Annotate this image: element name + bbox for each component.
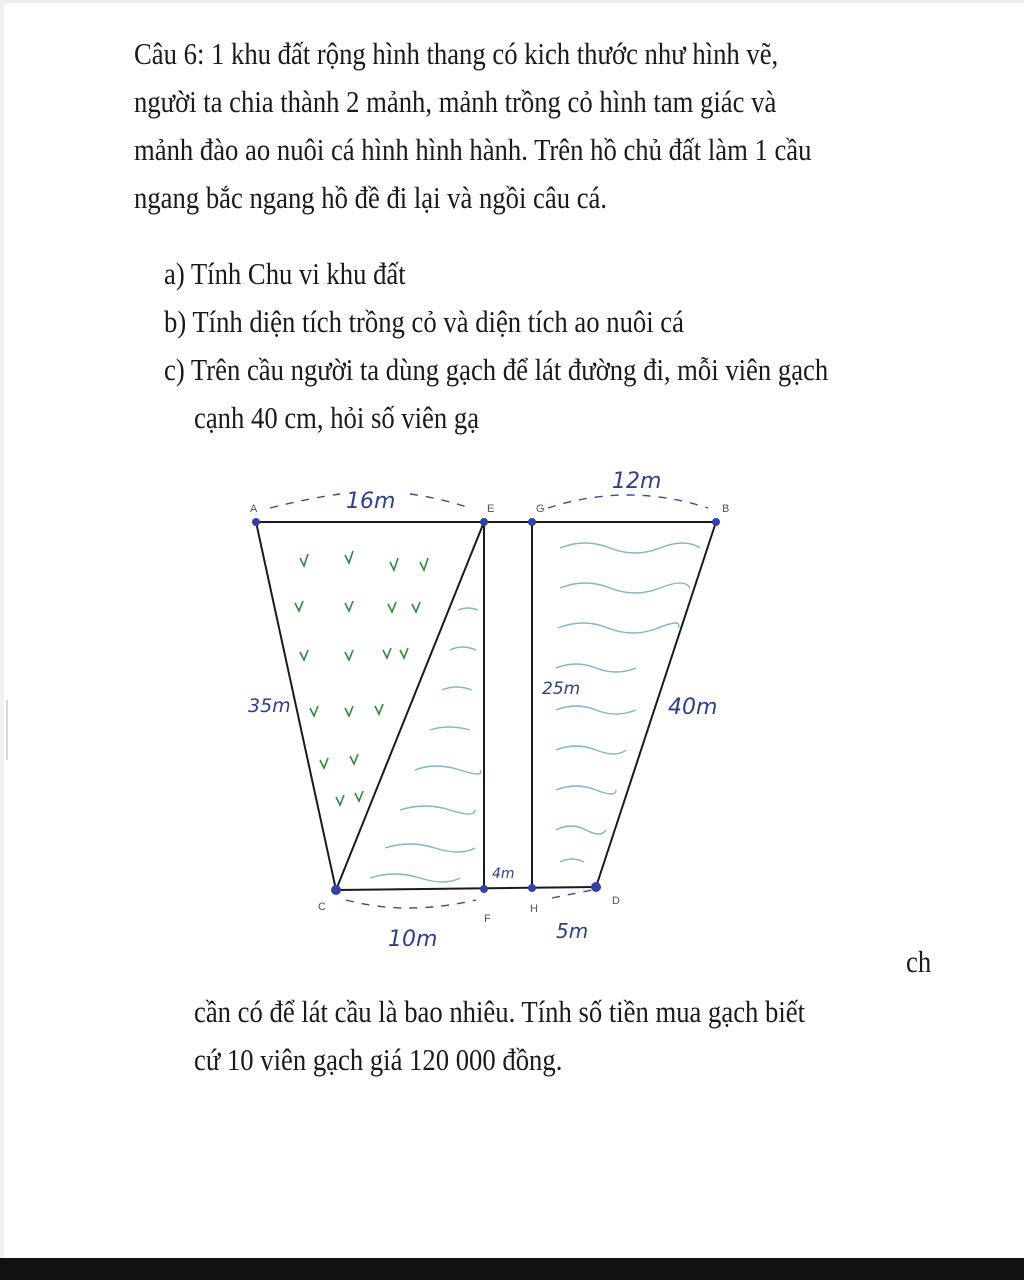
trapezoid-diagram [230,455,790,955]
point-label-f: F [484,913,491,925]
point-label-d: D [612,895,620,907]
dimension-dashes [270,494,708,908]
point-label-c: C [318,901,326,913]
figure-outline [256,522,716,890]
measure-gb: 12m [612,469,662,494]
measure-fh: 4m [492,866,515,882]
point-markers [252,518,720,895]
left-edge-line [0,0,4,1258]
left-edge-mark [6,700,8,760]
measure-ae: 16m [346,489,396,514]
question-b: b) Tính diện tích trồng cỏ và diện tích ao nuôi cá [164,304,684,339]
question-a: a) Tính Chu vi khu đất [164,256,406,291]
text-fragment-ch: ch [906,944,932,979]
top-edge-line [0,0,1024,3]
continuation-line-1: cần có để lát cầu là bao nhiêu. Tính số tiền mua gạch biết [194,994,806,1029]
measure-cf: 10m [388,927,438,952]
measure-hd: 5m [556,919,589,943]
measure-ac: 35m [248,695,291,717]
point-label-h: H [530,903,538,915]
question-c-line-1: c) Trên cầu người ta dùng gạch để lát đường đi, mỗi viên gạch [164,352,829,387]
measure-gh: 25m [542,679,581,699]
continuation-line-2: cứ 10 viên gạch giá 120 000 đồng. [194,1042,563,1077]
question-c-line-2: cạnh 40 cm, hỏi số viên gạ [194,400,480,435]
problem-stem-line-1: Câu 6: 1 khu đất rộng hình thang có kich thước như hình vẽ, [134,36,779,71]
measure-bd: 40m [668,695,718,720]
bottom-bar [0,1258,1024,1280]
problem-stem-line-2: người ta chia thành 2 mảnh, mảnh trồng cỏ hình tam giác và [134,84,777,119]
point-label-e: E [487,503,495,515]
point-label-a: A [250,503,258,515]
water-waves [370,543,700,882]
grass-marks [295,551,428,805]
point-label-g: G [536,503,545,515]
problem-stem-line-4: ngang bắc ngang hồ đề đi lại và ngồi câu cá. [134,180,608,215]
point-label-b: B [722,503,730,515]
problem-stem-line-3: mảnh đào ao nuôi cá hình hình hành. Trên hồ chủ đất làm 1 cầu [134,132,812,167]
